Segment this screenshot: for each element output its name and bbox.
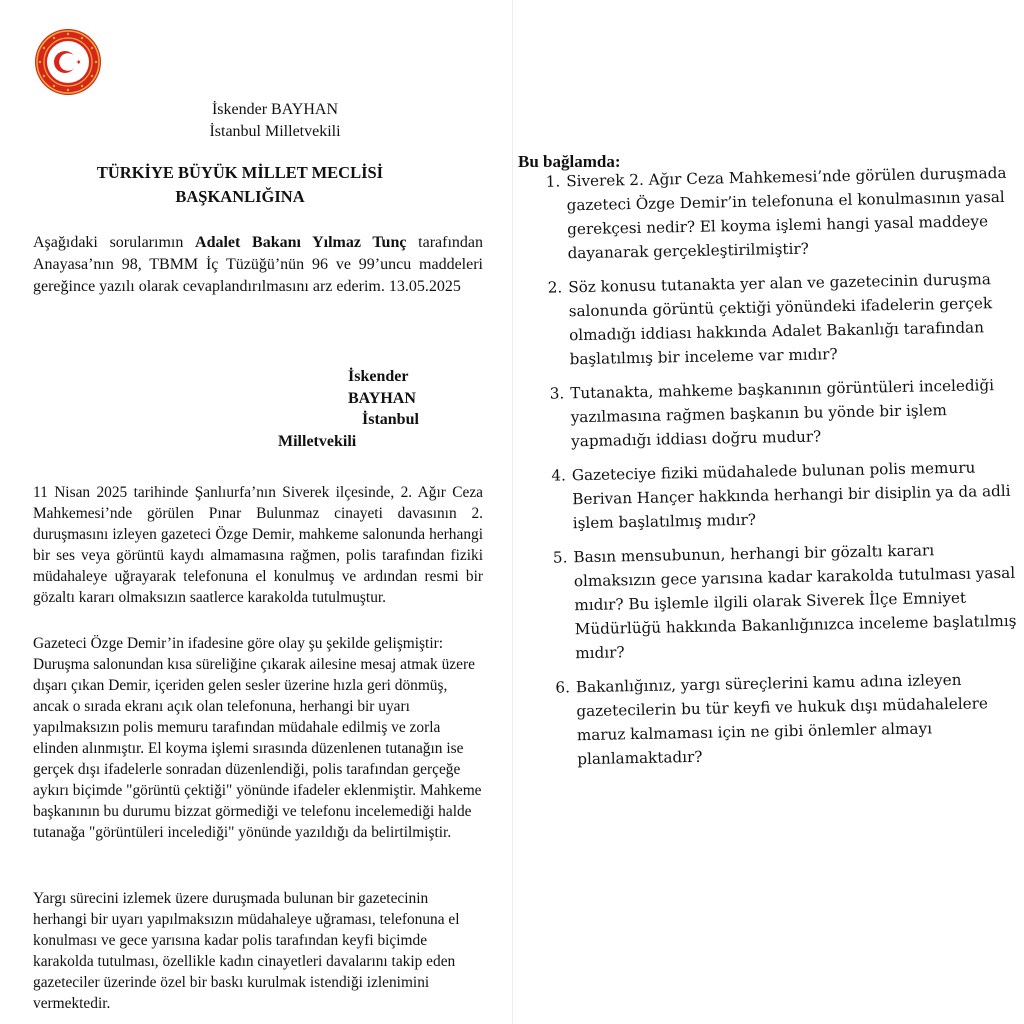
intro-before: Aşağıdaki sorularımın (33, 234, 196, 251)
question-text: Siverek 2. Ağır Ceza Mahkemesi’nde görülen duruşmada gazeteci Özge Demir’in telefonuna el konulmasının yasal gerekçesi nedir? El koyma işlemi hangi yasal maddeye dayanarak gerçekleştirilmiştir? (566, 163, 1007, 263)
questions-heading: Bu bağlamda: (518, 152, 621, 171)
question-item (537, 537, 1019, 666)
question-number: 3. (549, 384, 565, 403)
question-number: 6. (555, 678, 571, 697)
body-paragraph-3: Yargı sürecini izlemek üzere duruşmada bulunan bir gazetecinin herhangi bir uyarı yapılmaksızın müdahaleye uğraması, telefonuna el konulması ve gece yarısına kadar polis tarafından keyfi biçimde karakolda tutulması, özellikle kadın cinayetleri davalarını takip eden gazeteciler üzerinde özel bir baskı kurulmak istendiği izlenimini vermektedir. (33, 890, 460, 1012)
question-number: 1. (545, 172, 561, 191)
heading-line-2: BAŞKANLIĞINA (175, 187, 305, 206)
questions-list (530, 161, 1022, 782)
question-text: Gazeteciye fiziki müdahalede bulunan polis memuru Berivan Hançer hakkında herhangi bir disiplin ya da adli işlem başlatılmış mıdır? (571, 458, 1011, 533)
body-paragraph-2: Gazeteci Özge Demir’in ifadesine göre olay şu şekilde gelişmiştir: Duruşma salonundan kısa süreliğine çıkarak ailesine mesaj atmak üzere dışarı çıkan Demir, içeriden gelen sesler üzerine hızla geri dönmüş, ancak o sırada ekranı açık olan telefonuna, herhangi bir uyarı yapılmaksızın polis memuru tarafından müdahale edilmiş ve zorla elinden alınmıştır. El koyma işlemi sırasında düzenlenen tutanağın ise gerçek dışı ifadelerle sonradan düzenlendiği, polis tarafından gerçeğe aykırı biçimde "görüntü çektiği" yönünde ifadeler eklenmiştir. Mahkeme başkanının bu durumu bizzat görmediği ve telefonu incelemediği halde tutanağa "görüntüleri incelediği" yönünde yazıldığı da belirtilmiştir. (33, 635, 482, 841)
signature-line-3: İstanbul (362, 411, 419, 428)
sender-name: İskender BAYHAN (211, 101, 339, 118)
body-paragraph-1: 11 Nisan 2025 tarihinde Şanlıurfa’nın Siverek ilçesinde, 2. Ağır Ceza Mahkemesi’nde görülen Pınar Bulunmaz cinayeti davasının 2. duruşmasını izleyen gazeteci Özge Demir, mahkeme salonunda herhangi bir ses veya görüntü kaydı almamasına rağmen, polis tarafından fiziki müdahaleye uğrayarak telefonuna el konulmuş ve ardından resmi bir gözaltı kararı olmaksızın saatlerce karakolda tutulmuştur. (33, 484, 483, 606)
intro-minister: Adalet Bakanı Yılmaz Tunç (195, 234, 407, 251)
question-number: 5. (552, 548, 568, 567)
question-number: 2. (547, 278, 563, 297)
question-text: Basın mensubunun, herhangi bir gözaltı kararı olmaksızın gece yarısına kadar karakolda tutulması yasal mıdır? Bu işlemle ilgili olarak Siverek İlçe Emniyet Müdürlüğü hakkında Bakanlığınızca inceleme başlatılmış mıdır? (573, 541, 1017, 663)
question-text: Söz konusu tutanakta yer alan ve gazetecinin duruşma salonunda görüntü çektiği yönündeki ifadelerin gerçek olmadığı iddiası hakkında Adalet Bakanlığı tarafından başlatılmış bir inceleme var mıdır? (568, 270, 993, 369)
intro-after: tarafından Anayasa’nın 98, TBMM İç Tüzüğü’nün 96 ve 99’uncu maddeleri gereğince yazılı olarak cevaplandırılmasını arz ederim. 13.05.2025 (33, 234, 483, 295)
question-number: 4. (551, 466, 567, 485)
signature-line-1: İskender (348, 368, 409, 385)
sender-title: İstanbul Milletvekili (209, 123, 341, 140)
question-item (536, 455, 1017, 536)
question-item (530, 161, 1012, 266)
heading-line-1: TÜRKİYE BÜYÜK MİLLET MECLİSİ (96, 163, 384, 182)
document-heading (90, 161, 390, 209)
signature-line-4: Milletvekili (278, 433, 357, 450)
question-item (532, 267, 1014, 372)
question-text: Tutanakta, mahkeme başkanının görüntüleri incelediği yazılmasına rağmen başkanın bu yönde bir işlem yapmadığı iddiası doğru mudur? (570, 376, 995, 451)
question-text: Bakanlığınız, yargı süreçlerini kamu adına izleyen gazetecilerin bu tür keyfi ve hukuk dışı müdahalelere maruz kalmaması için ne gibi önlemler almayı planlamaktadır? (575, 670, 989, 769)
tbmm-seal-icon (34, 28, 102, 96)
intro-paragraph (33, 232, 483, 298)
question-item (540, 667, 1022, 772)
signature-line-2: BAYHAN (348, 390, 416, 407)
question-item (534, 373, 1015, 454)
sender-block (150, 99, 400, 143)
